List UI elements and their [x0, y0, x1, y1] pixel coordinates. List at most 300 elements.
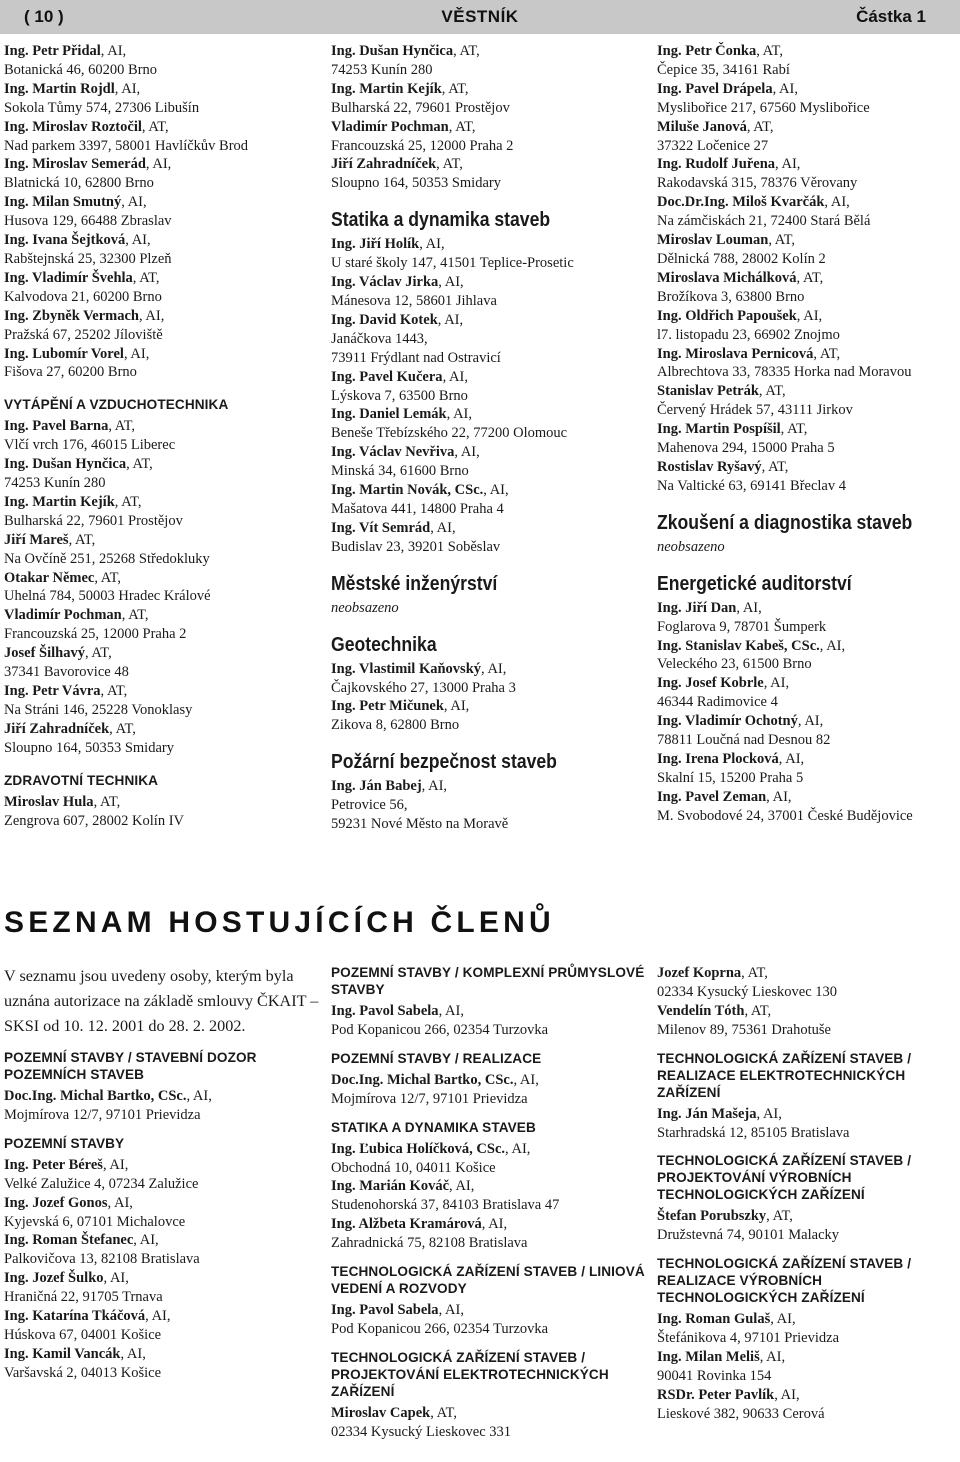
- member-role: , AT,: [93, 793, 121, 810]
- member-role: , AT,: [121, 607, 149, 624]
- member-address: 02334 Kysucký Lieskovec 331: [331, 1423, 512, 1440]
- member-role: , AT,: [766, 1208, 793, 1225]
- member-role: , AI,: [775, 156, 801, 173]
- member-name: Ing. Jiří Holík: [331, 236, 420, 253]
- member-list: [4, 42, 322, 382]
- member-role: , AI,: [102, 1156, 129, 1173]
- member-address: Na Stráni 146, 25228 Vonoklasy: [4, 701, 193, 718]
- member-name: Jiří Zahradníček: [4, 720, 110, 737]
- member-role: , AT,: [141, 118, 169, 135]
- member-role: , AT,: [100, 683, 128, 699]
- column-2: [331, 42, 651, 834]
- member-name: Ing. Pavol Sabela: [331, 1003, 439, 1019]
- section-heading: VYTÁPĚNÍ A VZDUCHOTECHNIKA: [4, 397, 229, 413]
- member-role: , AT,: [436, 156, 463, 173]
- member-entry: [4, 644, 322, 682]
- member-address: Mahenova 294, 15000 Praha 5: [657, 440, 835, 457]
- member-address: 78811 Loučná nad Desnou 82: [657, 732, 831, 749]
- member-entry: [657, 118, 960, 156]
- section-heading: STATIKA A DYNAMIKA STAVEB: [331, 1119, 536, 1135]
- member-address: Sokola Tůmy 574, 27306 Libušín: [4, 99, 200, 116]
- member-entry: [4, 1307, 322, 1345]
- member-entry: [331, 405, 651, 443]
- member-name: Ing. David Kotek: [331, 311, 438, 328]
- member-address: 90041 Rovinka 154: [657, 1367, 772, 1384]
- member-role: , AT,: [430, 1404, 457, 1421]
- member-entry: [4, 1269, 322, 1307]
- member-role: , AI,: [481, 1216, 508, 1233]
- member-role: , AI,: [756, 1105, 782, 1122]
- member-name: Ing. Dušan Hynčica: [4, 456, 127, 473]
- member-role: , AT,: [741, 965, 768, 981]
- member-name: Ing. Dušan Hynčica: [331, 43, 454, 59]
- member-address: Nad parkem 3397, 58001 Havlíčkův Brod: [4, 137, 249, 154]
- member-name: Ing. Oldřich Papoušek: [657, 307, 797, 324]
- member-address: Botanická 46, 60200 Brno: [4, 61, 158, 78]
- member-address: Minská 34, 61600 Brno: [331, 463, 469, 480]
- member-entry: [4, 118, 322, 156]
- member-address: Na Ovčíně 251, 25268 Středokluky: [4, 550, 210, 567]
- member-role: , AI,: [438, 274, 464, 291]
- member-address: Skalní 15, 15200 Praha 5: [657, 769, 804, 786]
- member-role: , AI,: [442, 368, 468, 385]
- member-entry: [331, 1215, 651, 1253]
- member-entry: [657, 193, 960, 231]
- member-list: [4, 793, 322, 831]
- member-address: Francouzská 25, 12000 Praha 2: [4, 626, 187, 643]
- member-name: Ing. Zbyněk Vermach: [4, 307, 139, 324]
- member-role: , AI,: [438, 1302, 464, 1319]
- member-name: Doc.Dr.Ing. Miloš Kvarčák: [657, 194, 825, 211]
- member-role: , AI,: [438, 1003, 464, 1019]
- member-list: [657, 42, 960, 496]
- member-role: , AT,: [108, 418, 136, 435]
- member-role: , AI,: [759, 1349, 786, 1366]
- member-entry: [4, 720, 322, 758]
- member-list: [4, 1156, 322, 1383]
- bottom-column-3: [657, 964, 960, 1424]
- member-entry: [4, 531, 322, 569]
- member-name: Doc.Ing. Michal Bartko, CSc.: [331, 1071, 514, 1088]
- bottom-column-2: [331, 964, 651, 1442]
- member-role: , AT,: [109, 720, 136, 737]
- member-name: Rostislav Ryšavý: [657, 458, 762, 475]
- member-name: Ing. Pavel Zeman: [657, 788, 767, 805]
- member-role: , AT,: [441, 80, 469, 97]
- member-address: Mašatova 441, 14800 Praha 4: [331, 500, 504, 517]
- member-name: Vendelín Tóth: [657, 1002, 745, 1019]
- member-entry: [4, 1087, 322, 1125]
- member-address: 74253 Kunín 280: [331, 61, 433, 78]
- member-address: Rakodavská 315, 78376 Věrovany: [657, 175, 858, 192]
- member-name: Ing. Josef Kobrle: [657, 675, 764, 692]
- member-name: Ing. Marián Kováč: [331, 1178, 450, 1195]
- member-address: Kyjevská 6, 07101 Michalovce: [4, 1213, 186, 1230]
- guest-members-title: SEZNAM HOSTUJÍCÍCH ČLENŮ: [4, 906, 555, 939]
- member-role: , AI,: [824, 194, 850, 211]
- member-name: Jozef Koprna: [657, 965, 742, 981]
- member-role: , AI,: [186, 1088, 212, 1104]
- member-name: Ing. Miroslava Pernicová: [657, 345, 814, 362]
- member-role: , AT,: [761, 458, 789, 475]
- member-list: [331, 1301, 651, 1339]
- member-entry: [4, 1194, 322, 1232]
- member-entry: [4, 269, 322, 307]
- member-name: Miroslav Hula: [4, 793, 94, 810]
- member-role: , AI,: [736, 599, 762, 616]
- member-name: Ing. Stanislav Kabeš, CSc.: [657, 637, 820, 654]
- member-entry: [331, 697, 651, 735]
- member-role: , AT,: [453, 43, 480, 59]
- member-name: Ing. Pavol Sabela: [331, 1302, 439, 1319]
- member-role: , AI,: [483, 482, 509, 499]
- member-name: Ing. Václav Nevřiva: [331, 444, 455, 461]
- member-entry: [4, 569, 322, 607]
- member-role: , AT,: [746, 118, 774, 135]
- member-role: , AI,: [505, 1140, 531, 1157]
- member-role: , AI,: [125, 232, 151, 249]
- member-entry: [657, 1002, 960, 1040]
- member-role: , AT,: [744, 1002, 772, 1019]
- member-entry: [4, 155, 322, 193]
- member-address: 37322 Ločenice 27: [657, 137, 769, 154]
- member-role: , AI,: [443, 698, 470, 715]
- member-entry: [4, 193, 322, 231]
- member-address: Sloupno 164, 50353 Smidary: [4, 739, 174, 756]
- member-address: Husova 129, 66488 Zbraslav: [4, 213, 172, 230]
- member-role: , AT,: [126, 456, 153, 473]
- member-address: Húskova 67, 04001 Košice: [4, 1326, 162, 1343]
- member-name: Ing. Martin Kejík: [331, 80, 442, 97]
- member-name: Miroslava Michálková: [657, 269, 797, 286]
- member-entry: [331, 481, 651, 519]
- member-entry: [4, 417, 322, 455]
- intro-paragraph: V seznamu jsou uvedeny osoby, kterým byla uznána autorizace na základě smlouvy ČKAIT – SKSI od 10. 12. 2001 do 28. 2. 2002.: [4, 967, 319, 1035]
- member-address: Hraničná 22, 91705 Trnava: [4, 1289, 163, 1306]
- member-address: Brožíkova 3, 63800 Brno: [657, 288, 805, 305]
- member-list: [331, 777, 651, 834]
- section-heading: POZEMNÍ STAVBY: [4, 1135, 125, 1151]
- member-entry: [331, 42, 651, 80]
- member-role: , AI,: [778, 751, 805, 767]
- member-list: [331, 1140, 651, 1253]
- member-name: Štefan Porubszky: [657, 1208, 767, 1225]
- member-entry: [657, 637, 960, 675]
- member-address: Čajkovského 27, 13000 Praha 3: [331, 679, 516, 696]
- member-entry: [331, 155, 651, 193]
- member-name: Josef Šilhavý: [4, 645, 85, 662]
- member-address: Janáčkova 1443,: [331, 330, 428, 347]
- member-address: Bulharská 22, 79601 Prostějov: [4, 512, 183, 529]
- column-3: [657, 42, 960, 826]
- member-entry: [331, 1140, 651, 1178]
- member-name: Ing. Lubomír Vorel: [4, 345, 124, 362]
- member-name: Ing. Pavel Kučera: [331, 368, 443, 385]
- member-entry: [657, 964, 960, 1002]
- member-name: Ing. Milan Meliš: [657, 1349, 760, 1366]
- member-entry: [4, 493, 322, 531]
- member-name: Stanislav Petrák: [657, 383, 759, 400]
- member-entry: [4, 455, 322, 493]
- member-address: Mojmírova 12/7, 97101 Prievidza: [4, 1106, 201, 1123]
- member-name: Ing. Irena Plocková: [657, 751, 779, 767]
- member-address: Pod Kopanicou 266, 02354 Turzovka: [331, 1021, 549, 1038]
- section-heading: TECHNOLOGICKÁ ZAŘÍZENÍ STAVEB / REALIZACE VÝROBNÍCH TECHNOLOGICKÝCH ZAŘÍZENÍ: [657, 1256, 912, 1306]
- member-address: U staré školy 147, 41501 Teplice-Prosetic: [331, 255, 574, 272]
- member-role: , AT,: [114, 493, 142, 510]
- section-heading: ZDRAVOTNÍ TECHNIKA: [4, 772, 159, 788]
- member-entry: [657, 307, 960, 345]
- member-entry: [657, 788, 960, 826]
- member-entry: [331, 1177, 651, 1215]
- member-list: [331, 42, 651, 193]
- member-address: Lieskové 382, 90633 Cerová: [657, 1405, 825, 1422]
- member-name: Ing. Ján Mašeja: [657, 1105, 757, 1122]
- member-name: Ing. Ivana Šejtková: [4, 232, 126, 249]
- member-address: Vlčí vrch 176, 46015 Liberec: [4, 437, 176, 454]
- member-name: Ing. Roman Štefanec: [4, 1232, 134, 1249]
- member-name: Ing. Petr Přidal: [4, 43, 101, 59]
- member-entry: [657, 80, 960, 118]
- member-entry: [657, 269, 960, 307]
- member-list: [657, 599, 960, 826]
- empty-note: neobsazeno: [331, 599, 399, 616]
- member-entry: [331, 80, 651, 118]
- member-role: , AI,: [107, 1194, 133, 1211]
- member-address: Zengrova 607, 28002 Kolín IV: [4, 812, 185, 829]
- member-entry: [331, 777, 651, 834]
- member-address: Blatnická 10, 62800 Brno: [4, 175, 154, 192]
- member-entry: [657, 1207, 960, 1245]
- member-role: , AI,: [120, 1345, 146, 1362]
- member-list: [657, 1207, 960, 1245]
- member-list: [331, 1002, 651, 1040]
- member-entry: [657, 674, 960, 712]
- member-entry: [331, 368, 651, 406]
- member-role: , AT,: [68, 531, 96, 548]
- member-entry: [331, 235, 651, 273]
- member-address: Čepice 35, 34161 Rabí: [657, 61, 790, 78]
- member-address: Lýskova 7, 63500 Brno: [331, 387, 468, 404]
- member-name: Ing. Martin Rojdl: [4, 80, 115, 97]
- member-entry: [4, 345, 322, 383]
- member-address: Na Valtické 63, 69141 Břeclav 4: [657, 477, 846, 494]
- member-name: Ing. Martin Kejík: [4, 493, 115, 510]
- member-name: Ing. Jiří Dan: [657, 599, 737, 616]
- member-name: Ing. Vladimír Švehla: [4, 269, 133, 286]
- member-name: Ing. Vít Semrád: [331, 519, 431, 536]
- member-name: Ing. Ján Babej: [331, 778, 422, 795]
- member-name: Ing. Martin Pospíšil: [657, 421, 781, 438]
- member-entry: [657, 1386, 960, 1424]
- member-role: , AI,: [481, 660, 507, 677]
- column-1: [4, 42, 322, 830]
- member-role: , AI,: [123, 345, 150, 362]
- member-name: Ing. Václav Jirka: [331, 274, 439, 291]
- member-name: Jiří Zahradníček: [331, 156, 437, 173]
- member-entry: [657, 42, 960, 80]
- member-name: Ing. Pavel Barna: [4, 418, 109, 435]
- section-heading: Statika a dynamika staveb: [331, 209, 551, 232]
- member-role: , AI,: [100, 43, 127, 59]
- member-list: [331, 235, 651, 556]
- member-entry: [331, 443, 651, 481]
- member-name: Ing. Kamil Vancák: [4, 1345, 121, 1362]
- member-address: Dělnická 788, 28002 Kolín 2: [657, 250, 826, 267]
- member-name: Miroslav Louman: [657, 232, 769, 249]
- member-role: , AI,: [772, 80, 798, 97]
- member-address: Francouzská 25, 12000 Praha 2: [331, 137, 514, 154]
- member-role: , AI,: [133, 1232, 159, 1249]
- member-role: , AI,: [430, 519, 456, 536]
- member-entry: [331, 1071, 651, 1109]
- member-address: Myslibořice 217, 67560 Myslibořice: [657, 99, 870, 116]
- section-heading: TECHNOLOGICKÁ ZAŘÍZENÍ STAVEB / LINIOVÁ VEDENÍ A ROZVODY: [331, 1264, 645, 1297]
- member-entry: [331, 311, 651, 368]
- member-entry: [331, 1404, 651, 1442]
- member-address: Zahradnická 75, 82108 Bratislava: [331, 1235, 528, 1252]
- member-address: Mojmírova 12/7, 97101 Prievidza: [331, 1090, 528, 1107]
- member-name: Vladimír Pochman: [4, 607, 122, 624]
- member-name: Ing. Petr Vávra: [4, 683, 101, 699]
- member-entry: [331, 273, 651, 311]
- member-address: Bulharská 22, 79601 Prostějov: [331, 99, 510, 116]
- member-entry: [4, 606, 322, 644]
- member-entry: [4, 307, 322, 345]
- member-entry: [657, 231, 960, 269]
- member-entry: [4, 1231, 322, 1269]
- section-heading: POZEMNÍ STAVBY / KOMPLEXNÍ PRŮMYSLOVÉ STAVBY: [331, 965, 645, 997]
- member-role: , AT,: [132, 269, 160, 286]
- member-address: 46344 Radimovice 4: [657, 694, 778, 711]
- member-entry: [4, 42, 322, 80]
- member-name: Ing. Daniel Lemák: [331, 406, 447, 423]
- member-role: , AI,: [138, 307, 165, 324]
- member-entry: [4, 1156, 322, 1194]
- member-name: Ing. Ľubica Holíčková, CSc.: [331, 1140, 506, 1157]
- member-address: Obchodná 10, 04011 Košice: [331, 1159, 496, 1176]
- section-heading: Geotechnika: [331, 633, 437, 656]
- member-role: , AI,: [121, 194, 147, 211]
- member-role: , AI,: [437, 311, 464, 328]
- member-role: , AI,: [145, 156, 172, 173]
- member-role: , AT,: [780, 421, 808, 438]
- member-address: Štefánikova 4, 97101 Prievidza: [657, 1330, 840, 1347]
- member-role: , AI,: [796, 307, 823, 324]
- journal-title: VĚSTNÍK: [441, 7, 519, 26]
- member-address: Fišova 27, 60200 Brno: [4, 364, 137, 381]
- member-name: Ing. Alžbeta Kramárová: [331, 1216, 482, 1233]
- member-name: Otakar Němec: [4, 569, 95, 586]
- member-name: Ing. Rudolf Juřena: [657, 156, 776, 173]
- member-role: , AI,: [766, 788, 792, 805]
- member-name: Ing. Miroslav Roztočil: [4, 118, 142, 135]
- member-entry: [657, 382, 960, 420]
- member-entry: [657, 1105, 960, 1143]
- member-address: 02334 Kysucký Lieskovec 130: [657, 983, 838, 1000]
- member-address: Zikova 8, 62800 Brno: [331, 717, 460, 734]
- member-entry: [657, 155, 960, 193]
- member-entry: [657, 599, 960, 637]
- member-address-line2: 73911 Frýdlant nad Ostravicí: [331, 349, 501, 366]
- member-address: Starhradská 12, 85105 Bratislava: [657, 1124, 850, 1141]
- member-name: Ing. Petr Mičunek: [331, 698, 444, 715]
- member-list: [4, 417, 322, 757]
- member-list: [331, 1071, 651, 1109]
- section-heading: TECHNOLOGICKÁ ZAŘÍZENÍ STAVEB / PROJEKTOVÁNÍ VÝROBNÍCH TECHNOLOGICKÝCH ZAŘÍZENÍ: [657, 1153, 912, 1203]
- empty-note: neobsazeno: [657, 538, 725, 555]
- member-role: , AT,: [758, 383, 786, 400]
- member-role: , AI,: [419, 236, 445, 253]
- member-role: , AI,: [103, 1270, 129, 1287]
- member-list: [657, 964, 960, 1040]
- member-name: Ing. Pavel Drápela: [657, 80, 773, 97]
- member-list: [4, 1087, 322, 1125]
- section-heading: Energetické auditorství: [657, 572, 852, 595]
- member-address: Varšavská 2, 04013 Košice: [4, 1364, 162, 1381]
- member-address: Studenohorská 37, 84103 Bratislava 47: [331, 1197, 560, 1214]
- member-name: Ing. Martin Novák, CSc.: [331, 482, 484, 499]
- member-entry: [331, 660, 651, 698]
- member-address: Palkovičova 13, 82108 Bratislava: [4, 1251, 200, 1268]
- member-entry: [657, 345, 960, 383]
- member-address: Na zámčiskách 21, 72400 Stará Bělá: [657, 213, 871, 230]
- member-address: Rabštejnská 25, 32300 Plzeň: [4, 250, 172, 267]
- member-address: Pražská 67, 25202 Jíloviště: [4, 326, 163, 343]
- member-role: , AI,: [449, 1178, 475, 1195]
- member-role: , AI,: [454, 444, 480, 461]
- member-entry: [657, 458, 960, 496]
- member-role: , AT,: [756, 43, 783, 59]
- member-name: Ing. Jozef Gonos: [4, 1194, 108, 1211]
- member-entry: [657, 1348, 960, 1386]
- member-address: Foglarova 9, 78701 Šumperk: [657, 618, 827, 635]
- page-header: [0, 0, 960, 34]
- member-address: l7. listopadu 23, 66902 Znojmo: [657, 326, 840, 343]
- member-entry: [4, 231, 322, 269]
- member-address: Mánesova 12, 58601 Jihlava: [331, 292, 497, 309]
- member-name: Ing. Miroslav Semerád: [4, 156, 146, 173]
- member-list: [657, 1105, 960, 1143]
- member-entry: [331, 1002, 651, 1040]
- member-address: Velké Zalužice 4, 07234 Zalužice: [4, 1175, 199, 1192]
- member-role: , AT,: [796, 269, 824, 286]
- member-role: , AI,: [446, 406, 472, 423]
- member-entry: [657, 750, 960, 788]
- member-entry: [4, 793, 322, 831]
- member-name: Ing. Vladimír Ochotný: [657, 713, 798, 730]
- member-role: , AT,: [84, 645, 112, 662]
- member-name: Ing. Milan Smutný: [4, 194, 122, 211]
- member-name: Jiří Mareš: [4, 531, 69, 548]
- section-heading: Městské inženýrství: [331, 572, 498, 595]
- member-address: Petrovice 56,: [331, 797, 408, 814]
- member-address: Beneše Třebízského 22, 77200 Olomouc: [331, 425, 568, 442]
- member-role: , AT,: [813, 345, 841, 362]
- member-address: Sloupno 164, 50353 Smidary: [331, 175, 501, 192]
- member-entry: [331, 1301, 651, 1339]
- member-entry: [4, 682, 322, 720]
- member-name: Ing. Roman Gulaš: [657, 1311, 771, 1328]
- member-role: , AI,: [763, 675, 790, 692]
- member-name: Ing. Peter Béreš: [4, 1156, 103, 1173]
- member-role: , AI,: [421, 778, 448, 795]
- member-address: 37341 Bavorovice 48: [4, 664, 129, 681]
- member-entry: [657, 420, 960, 458]
- member-address: Uhelná 784, 50003 Hradec Králové: [4, 588, 211, 605]
- member-address: Veleckého 23, 61500 Brno: [657, 656, 812, 673]
- member-role: , AT,: [94, 569, 122, 586]
